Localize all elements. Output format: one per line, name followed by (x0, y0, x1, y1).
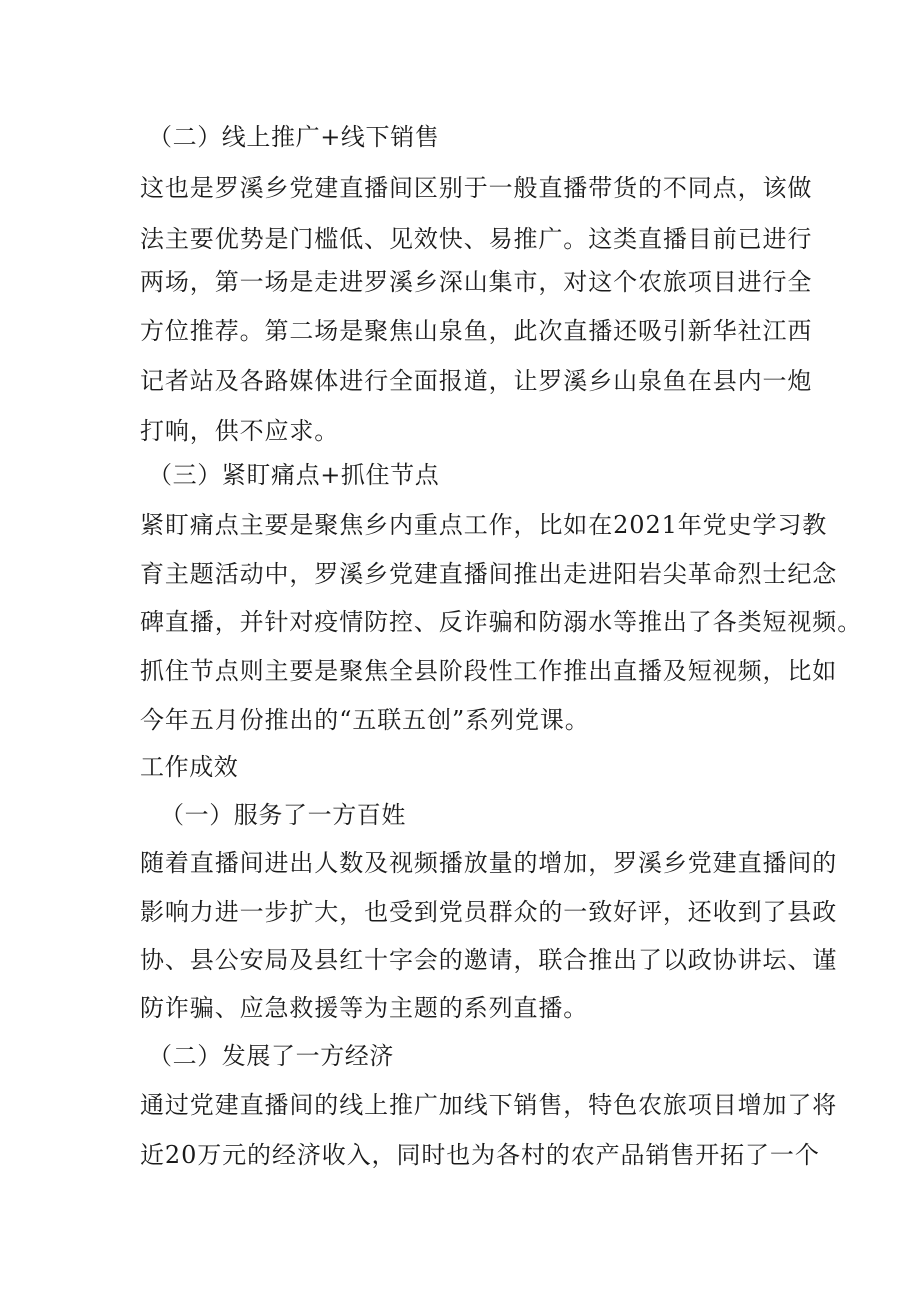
section3-heading: （三）紧盯痛点+抓住节点 (148, 461, 440, 489)
paragraph-line: 抓住节点则主要是聚焦全县阶段性工作推出直播及短视频，比如 (140, 657, 838, 685)
paragraph-line: 影响力进一步扩大，也受到党员群众的一致好评，还收到了县政 (140, 898, 838, 926)
paragraph-line: 记者站及各路媒体进行全面报道，让罗溪乡山泉鱼在县内一炮 (140, 367, 813, 395)
paragraph-line: 今年五月份推出的“五联五创”系列党课。 (140, 706, 590, 734)
paragraph-line: 紧盯痛点主要是聚焦乡内重点工作，比如在2021年党史学习教 (140, 511, 828, 539)
result2-heading: （二）发展了一方经济 (148, 1042, 394, 1070)
section2-heading: （二）线上推广+线下销售 (148, 123, 440, 151)
paragraph-line: 方位推荐。第二场是聚焦山泉鱼，此次直播还吸引新华社江西 (140, 317, 813, 345)
paragraph-line: 两场，第一场是走进罗溪乡深山集市，对这个农旅项目进行全 (140, 268, 813, 296)
result1-heading: （一）服务了一方百姓 (160, 801, 406, 829)
paragraph-line: 法主要优势是门槛低、见效快、易推广。这类直播目前已进行 (140, 225, 813, 253)
paragraph-line: 这也是罗溪乡党建直播间区别于一般直播带货的不同点，该做 (140, 174, 813, 202)
paragraph-line: 防诈骗、应急救援等为主题的系列直播。 (140, 994, 589, 1022)
paragraph-line: 通过党建直播间的线上推广加线下销售，特色农旅项目增加了将 (140, 1091, 838, 1119)
paragraph-line: 打响，供不应求。 (140, 417, 340, 445)
paragraph-line: 协、县公安局及县红十字会的邀请，联合推出了以政协讲坛、谨 (140, 946, 838, 974)
paragraph-line: 随着直播间进出人数及视频播放量的增加，罗溪乡党建直播间的 (140, 849, 838, 877)
paragraph-line: 育主题活动中，罗溪乡党建直播间推出走进阳岩尖革命烈士纪念 (140, 560, 838, 588)
results-title: 工作成效 (140, 753, 239, 781)
paragraph-line: 近20万元的经济收入，同时也为各村的农产品销售开拓了一个 (140, 1141, 820, 1169)
paragraph-line: 碑直播，并针对疫情防控、反诈骗和防溺水等推出了各类短视频。 (140, 608, 863, 636)
